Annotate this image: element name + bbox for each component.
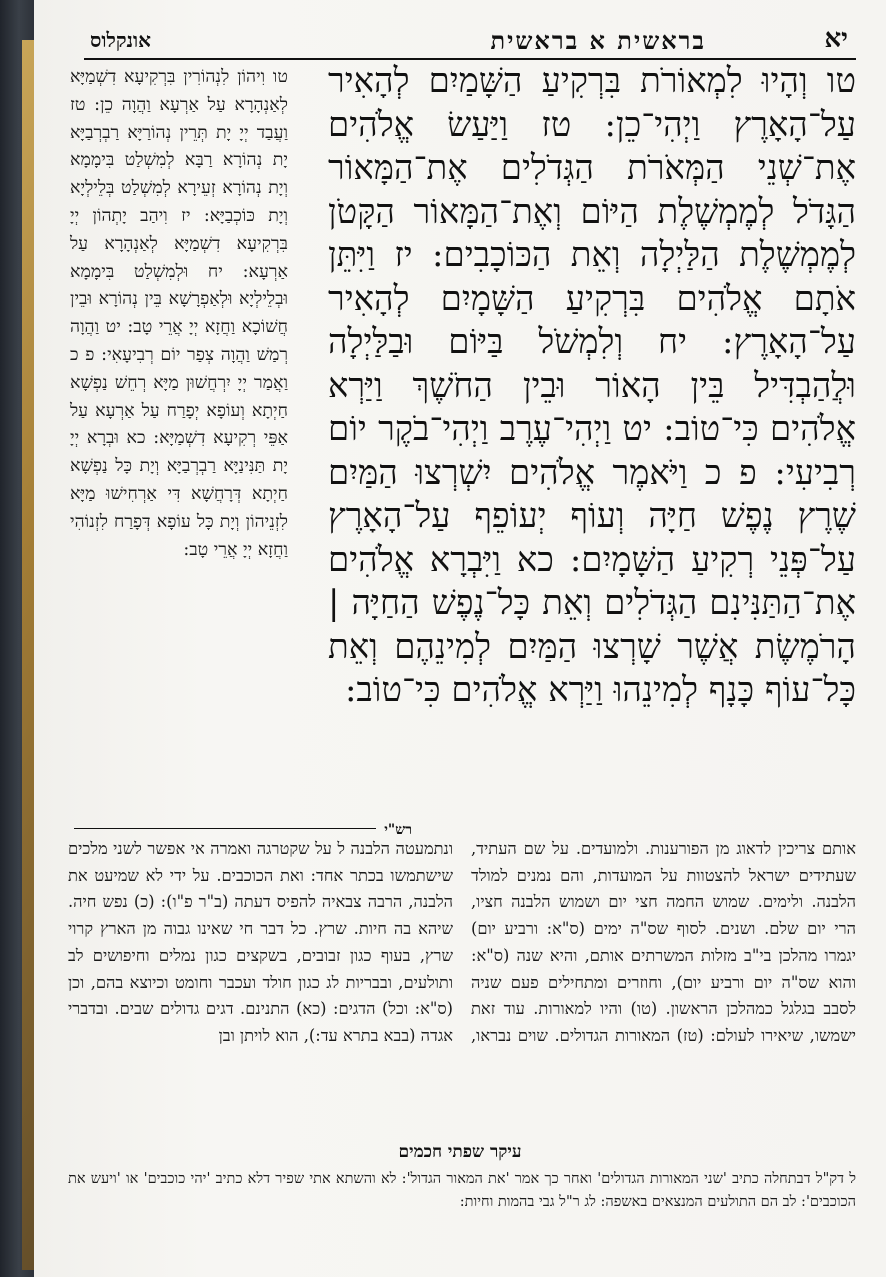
sifte-chachamim-block [68, 1168, 856, 1214]
targum-column [70, 64, 288, 819]
torah-text: טו וְהָיוּ לִמְאוֹרֹת בִּרְקִיעַ הַשָּׁמַיִם לְהָאִיר עַל־הָאָרֶץ וַיְהִי־כֵן: טז וַיַּעַשׂ אֱלֹהִים אֶת־שְׁנֵי הַמְּאֹרֹת הַגְּדֹלִים אֶת־הַמָּאוֹר הַגָּדֹל לְמֶמְשֶׁלֶת הַיּוֹם וְאֶת־הַמָּאוֹר הַקָּטֹן לְמֶמְשֶׁלֶת הַלַּיְלָה וְאֵת הַכּוֹכָבִים: יז וַיִּתֵּן אֹתָם אֱלֹהִים בִּרְקִיעַ הַשָּׁמָיִם לְהָאִיר עַל־הָאָרֶץ: יח וְלִמְשֹׁל בַּיּוֹם וּבַלַּיְלָה וּלֲהַבְדִּיל בֵּין הָאוֹר וּבֵין הַחֹשֶׁךְ וַיַּרְא אֱלֹהִים כִּי־טוֹב: יט וַיְהִי־עֶרֶב וַיְהִי־בֹקֶר יוֹם רְבִיעִי: פ כ וַיֹּאמֶר אֱלֹהִים יִשְׁרְצוּ הַמַּיִם שֶׁרֶץ נֶפֶשׁ חַיָּה וְעוֹף יְעוֹפֵף עַל־הָאָרֶץ עַל־פְּנֵי רְקִיעַ הַשָּׁמָיִם: כא וַיִּבְרָא אֱלֹהִים אֶת־הַתַּנִּינִם הַגְּדֹלִים וְאֵת כָּל־נֶפֶשׁ הַחַיָּה | הָרֹמֶשֶׂת אֲשֶׁר שָׁרְצוּ הַמַּיִם לְמִינֵהֶם וְאֵת כָּל־עוֹף כָּנָף לְמִינֵהוּ וַיַּרְא אֱלֹהִים כִּי־טוֹב: [328, 61, 856, 710]
page-header [84, 24, 856, 60]
rashi-text: אותם צריכין לדאוג מן הפורענות. ולמועדים. על שם העתיד, שעתידים ישראל להצטוות על המועדות, והם נמנים למולד הלבנה. ולימים. שמוש החמה חצי יום ושמוש הלבנה חציו, הרי יום שלם. ושנים. לסוף שס"ה ימים (ס"א: ורביע יום) יגמרו מהלכן בי"ב מזלות המשרתים אותם, והיא שנה (ס"א: והוא שס"ה יום ורביע יום), וחוזרים ומתחילים פעם שניה לסבב בגלגל כמהלכן הראשון. (טו) והיו למאורות. עוד זאת ישמשו, שיאירו לעולם: (טז) המאורות הגדולים. שוים נבראו, ונתמעטה הלבנה ל על שקטרגה ואמרה אי אפשר לשני מלכים שישתמשו בכתר אחד: ואת הכוכבים. על ידי לא שמיעט את הלבנה, הרבה צבאיה להפיס דעתה (ב"ר פ"ו): (כ) נפש חיה. שיהא בה חיות. שרץ. כל דבר חי שאינו גבוה מן הארץ קרוי שרץ, בעוף כגון זבובים, בשקצים כגון נמלים וחיפושים לב ותולעים, ובבריות לג כגון חולד ועכבר וחומט וכיוצא בהם, וכן (ס"א: וכל) הדגים: (כא) התנינם. דגים גדולים שבים. ובדברי אגדה (בבא בתרא עד:), הוא לויתן ובן [68, 839, 856, 1045]
torah-text-block [328, 60, 856, 820]
targum-text: טו וִיהוֹן לִנְהוֹרִין בִּרְקִיעָא דִשְׁמַיָּא לְאַנְהָרָא עַל אַרְעָא וַהֲוָה כֵן: טז וַעֲבַד יְיָ יָת תְּרֵין נְהוֹרַיָּא רַבְרְבַיָּא יָת נְהוֹרָא רַבָּא לְמִשְׁלַט בִּימָמָא וְיָת נְהוֹרָא זְעֵירָא לְמִשְׁלַט בְּלֵילְיָא וְיָת כּוֹכְבַיָּא: יז וִיהַב יָתְהוֹן יְיָ בִּרְקִיעָא דִשְׁמַיָּא לְאַנְהָרָא עַל אַרְעָא: יח וּלְמִשְׁלַט בִּימָמָא וּבְלֵילְיָא וּלְאַפְרָשָׁא בֵּין נְהוֹרָא וּבֵין חֲשׁוֹכָא וַחֲזָא יְיָ אֲרֵי טָב: יט וַהֲוָה רְמַשׁ וַהֲוָה צְפַר יוֹם רְבִיעָאִי: פ כ וַאֲמַר יְיָ יִרְחֲשׁוּן מַיָּא רְחֵשׁ נַפְשָׁא חַיְתָא וְעוֹפָא יְפָרַח עַל אַרְעָא עַל אַפֵּי רְקִיעָא דִשְׁמַיָּא: כא וּבְרָא יְיָ יָת תַּנִּינַיָּא רַבְרְבַיָּא וְיָת כָּל נַפְשָׁא חַיְתָא דְּרָחֲשָׁא דִּי אַרְחִישׁוּ מַיָּא לִזְנֵיהוֹן וְיָת כָּל עוֹפָא דְּפָרַח לִזְנוֹהִי וַחֲזָא יְיָ אֲרֵי טָב: [70, 67, 288, 560]
targum-heading: אונקלוס [90, 28, 152, 52]
rashi-heading: רש"י [384, 822, 412, 838]
rashi-commentary [68, 836, 856, 1136]
book-page [34, 0, 886, 1277]
rashi-divider [74, 828, 376, 829]
sifte-chachamim-text: ל דק"ל דבתחלה כתיב 'שני המאורות הגדולים' ואחר כך אמר 'את המאור הגדול': לא והשתא אתי שפיר דלא כתיב 'יהי כוכבים' או 'ויעש את הכוכבים': לב הם התולעים המנצאים באשפה: לג ר"ל גבי בהמות וחיות: [68, 1171, 856, 1210]
sifte-chachamim-heading: עיקר שפתי חכמים [398, 1142, 522, 1162]
page-title: בראשית א בראשית [490, 26, 706, 55]
page-number: יא [824, 24, 848, 54]
